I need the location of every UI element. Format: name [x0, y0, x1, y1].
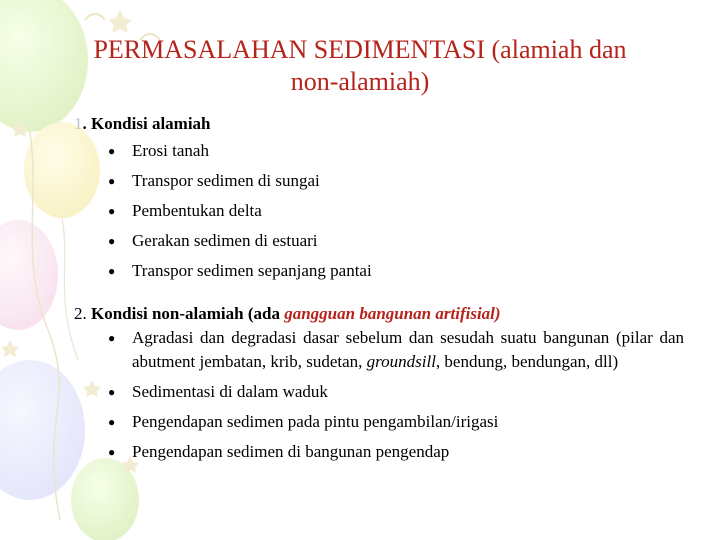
section-heading-text: . Kondisi alamiah — [82, 114, 211, 133]
list-item: ● Pengendapan sedimen pada pintu pengambilan/irigasi — [74, 410, 694, 440]
balloon-pink — [0, 220, 58, 330]
natural-list — [74, 136, 694, 286]
bullet-icon: ● — [108, 445, 116, 459]
bullet-icon: ● — [108, 204, 116, 218]
non-natural-list — [74, 326, 694, 470]
section-natural — [74, 112, 694, 286]
bullet-icon: ● — [108, 415, 116, 429]
slide-title — [60, 34, 660, 98]
bullet-icon: ● — [108, 264, 116, 278]
balloon-blue — [0, 360, 85, 500]
section-non-natural — [74, 302, 694, 470]
bullet-icon: ● — [108, 234, 116, 248]
list-item: ● Pembentukan delta — [74, 196, 694, 226]
list-item: ● Transpor sedimen sepanjang pantai — [74, 256, 694, 286]
section-heading-text: Kondisi non-alamiah (ada — [86, 304, 285, 323]
list-item: ● Transpor sedimen di sungai — [74, 166, 694, 196]
title-line-2: non-alamiah) — [290, 67, 430, 96]
list-item: ● Agradasi dan degradasi dasar sebelum dan sesudah suatu bangunan (pilar dan abutment jembatan, krib, sudetan, groundsill, bendung, bendungan, dll) — [108, 328, 684, 371]
list-item: ● Gerakan sedimen di estuari — [74, 226, 694, 256]
section-heading — [74, 112, 694, 136]
list-item: ● Sedimentasi di dalam waduk — [74, 380, 694, 410]
list-item: ● Pengendapan sedimen di bangunan pengendap — [74, 440, 694, 470]
section-number: 1 — [74, 114, 83, 133]
bullet-icon: ● — [108, 331, 116, 345]
bullet-icon: ● — [108, 144, 116, 158]
section-heading: 2. Kondisi non-alamiah (ada gangguan bangunan artifisial) — [74, 304, 501, 323]
title-line-1: PERMASALAHAN SEDIMENTASI (alamiah dan — [93, 35, 627, 64]
section-number: 2. — [74, 304, 87, 323]
list-item: ● Erosi tanah — [74, 136, 694, 166]
section-heading-emphasis: gangguan bangunan artifisial — [284, 304, 495, 323]
bullet-icon: ● — [108, 174, 116, 188]
bullet-icon: ● — [108, 385, 116, 399]
